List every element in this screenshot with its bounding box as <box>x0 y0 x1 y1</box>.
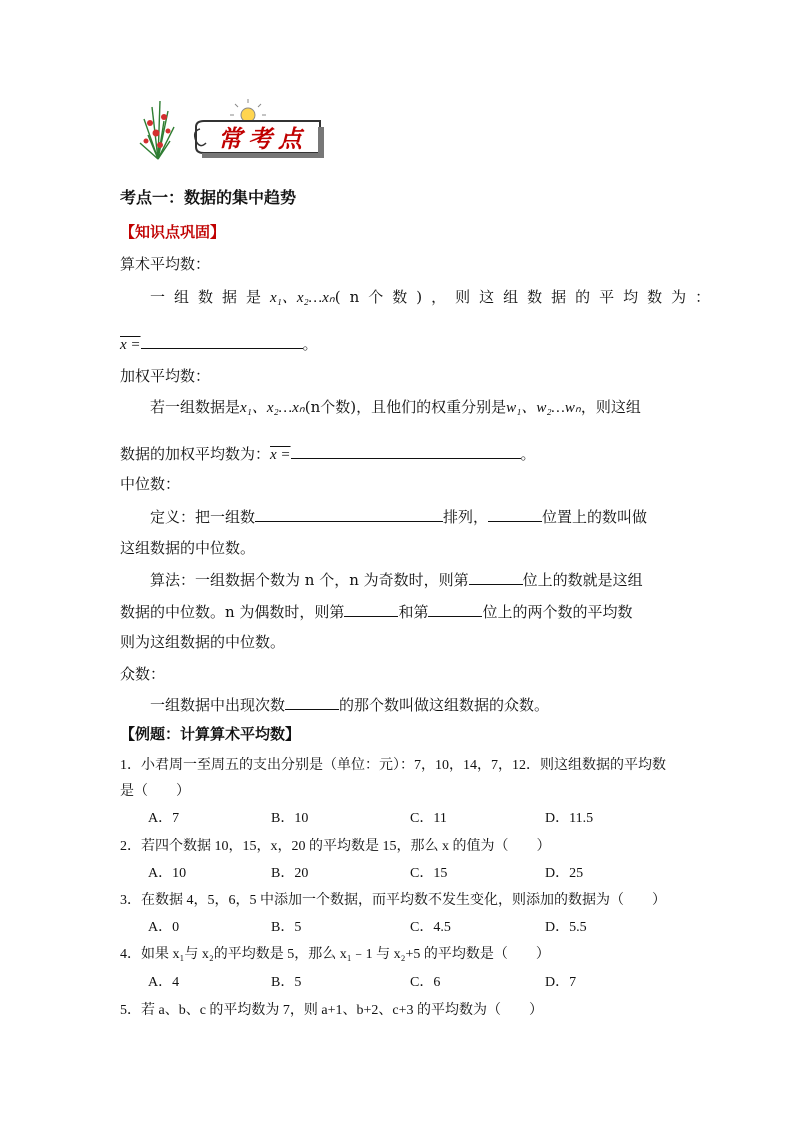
median-title: 中位数： <box>120 475 181 493</box>
question-3: 3．在数据 4，5，6，5 中添加一个数据，而平均数不发生变化，则添加的数据为（ ） <box>120 893 666 908</box>
question-2: 2．若四个数据 10，15，x，20 的平均数是 15，那么 x 的值为（ ） <box>120 839 551 854</box>
arith-formula: x = 。 <box>120 335 318 353</box>
blank-even-position-1[interactable] <box>344 601 398 617</box>
blank-arith-mean[interactable] <box>141 333 303 349</box>
median-def: 定义：把一组数 排列， 位置上的数叫做 <box>150 508 648 526</box>
weighted-title: 加权平均数： <box>120 367 211 385</box>
median-alg-line2: 数据的中位数。n 为偶数时，则第 和第 位上的两个数的平均数 <box>120 603 633 621</box>
mode-title: 众数： <box>120 665 166 683</box>
section-heading: 考点一：数据的集中趋势 <box>120 188 297 207</box>
blank-order[interactable] <box>255 506 443 522</box>
q2-option-b[interactable]: B．20 <box>271 866 309 881</box>
q4-option-c[interactable]: C．6 <box>410 975 441 990</box>
q3-option-c[interactable]: C．4.5 <box>410 920 451 935</box>
mode-line: 一组数据中出现次数 的那个数叫做这组数据的众数。 <box>150 696 550 714</box>
blank-weighted-mean[interactable] <box>291 443 521 459</box>
header-banner <box>130 97 330 163</box>
blank-mode[interactable] <box>285 694 339 710</box>
q2-option-d[interactable]: D．25 <box>545 866 584 881</box>
q1-option-a[interactable]: A．7 <box>148 811 180 826</box>
q1-option-b[interactable]: B．10 <box>271 811 309 826</box>
blank-position[interactable] <box>488 506 542 522</box>
question-1-line2: 是（ ） <box>120 784 190 799</box>
weighted-line2: 数据的加权平均数为：x = 。 <box>120 445 536 463</box>
arith-line1: 一组数据是x₁、x₂…xₙ(n个数)，则这组数据的平均数为： <box>150 288 720 306</box>
knowledge-title: 【知识点巩固】 <box>120 223 226 241</box>
q1-option-c[interactable]: C．11 <box>410 811 447 826</box>
median-alg: 算法：一组数据个数为 n 个，n 为奇数时，则第 位上的数就是这组 <box>150 571 643 589</box>
weighted-line1: 若一组数据是x₁、x₂…xₙ(n个数)，且他们的权重分别是w₁、w₂…wₙ，则这组 <box>150 398 641 416</box>
q3-option-d[interactable]: D．5.5 <box>545 920 587 935</box>
q3-option-b[interactable]: B．5 <box>271 920 302 935</box>
q4-option-b[interactable]: B．5 <box>271 975 302 990</box>
formula-x-sequence: x₁、x₂…xₙ <box>270 290 335 306</box>
formula-w-sequence: w₁、w₂…wₙ <box>506 400 581 416</box>
arith-title: 算术平均数： <box>120 255 211 273</box>
q4-option-a[interactable]: A．4 <box>148 975 180 990</box>
q2-option-a[interactable]: A．10 <box>148 866 187 881</box>
question-1: 1．小君周一至周五的支出分别是（单位：元）：7，10，14，7，12．则这组数据的平均数 <box>120 758 666 773</box>
q1-option-d[interactable]: D．11.5 <box>545 811 594 826</box>
question-5: 5．若 a、b、c 的平均数为 7，则 a+1、b+2、c+3 的平均数为（ ） <box>120 1003 544 1018</box>
median-def-line2: 这组数据的中位数。 <box>120 539 256 557</box>
median-alg-line3: 则为这组数据的中位数。 <box>120 633 286 651</box>
q2-option-c[interactable]: C．15 <box>410 866 448 881</box>
q3-option-a[interactable]: A．0 <box>148 920 180 935</box>
q4-option-d[interactable]: D．7 <box>545 975 577 990</box>
blank-even-position-2[interactable] <box>428 601 482 617</box>
blank-odd-position[interactable] <box>469 569 523 585</box>
banner-title: 常考点 <box>218 124 308 153</box>
question-4: 4．如果 x₁与 x₂的平均数是 5，那么 x₁﹣1 与 x₂+5 的平均数是（ ） <box>120 947 550 962</box>
example-title: 【例题：计算算术平均数】 <box>120 725 301 743</box>
